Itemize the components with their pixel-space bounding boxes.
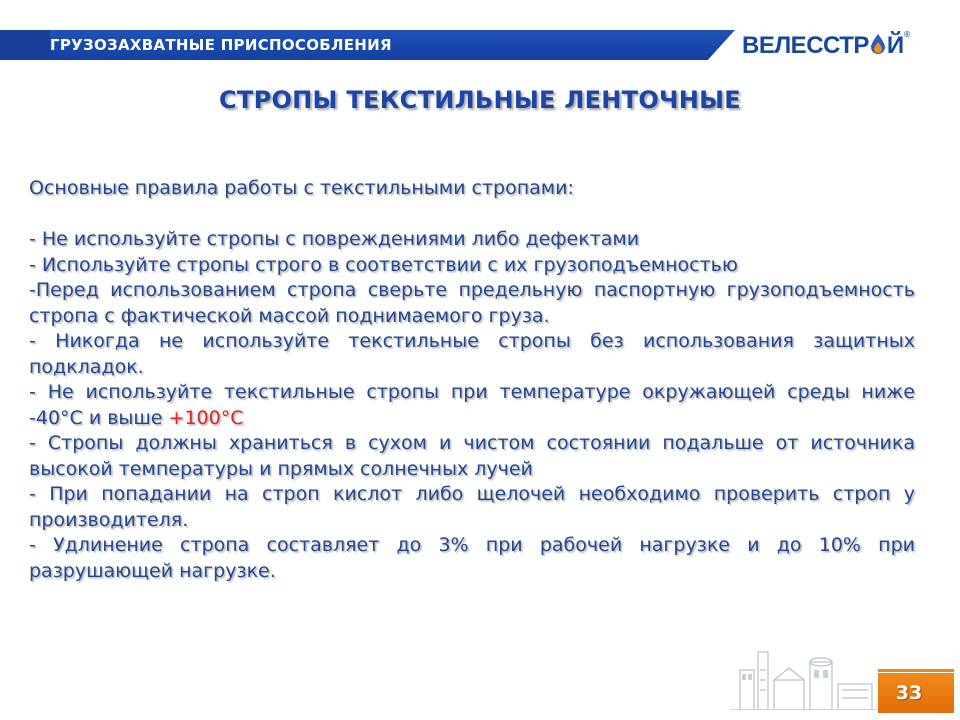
droplet-icon (870, 33, 886, 55)
registered-mark: ® (903, 30, 911, 39)
company-logo (742, 30, 922, 64)
rule-item: - Не используйте стропы с повреждениями либо дефектами (29, 228, 640, 250)
temperature-highlight: +100°С (168, 406, 244, 429)
rule-item: - При попадании на строп кислот либо щелочей необходимо проверить строп у производителя. (29, 483, 915, 531)
rule-item: - Используйте стропы строго в соответствии с их грузоподъемностью (29, 253, 738, 276)
header-accent (0, 30, 50, 60)
rule-item: - Стропы должны храниться в сухом и чистом состоянии подальше от источника высокой температуры и прямых солнечных лучей (29, 432, 915, 480)
rule-item: - Удлинение стропа составляет до 3% при рабочей нагрузке и до 10% при разрушающей нагрузке. (29, 534, 915, 582)
rule-text: - Не используйте текстильные стропы при температуре окружающей среды ниже -40°С и выше (29, 381, 915, 429)
page-number: 33 (895, 682, 923, 704)
rule-item: - Никогда не используйте текстильные стропы без использования защитных подкладок. (29, 330, 915, 378)
rule-item (29, 380, 915, 431)
slide-body (29, 176, 915, 584)
industrial-building-illustration (730, 640, 880, 710)
footer-stripe (878, 669, 954, 672)
page-number-box (878, 673, 954, 713)
logo-wordmark: ВЕЛЕССТР Й (742, 32, 904, 59)
rule-item: -Перед использованием стропа сверьте предельную паспортную грузоподъемность стропа с фактической массой поднимаемого груза. (29, 279, 915, 327)
intro-text: Основные правила работы с текстильными стропами: (29, 177, 574, 199)
slide-title: СТРОПЫ ТЕКСТИЛЬНЫЕ ЛЕНТОЧНЫЕ (219, 86, 741, 114)
section-title: ГРУЗОЗАХВАТНЫЕ ПРИСПОСОБЛЕНИЯ (50, 36, 392, 54)
